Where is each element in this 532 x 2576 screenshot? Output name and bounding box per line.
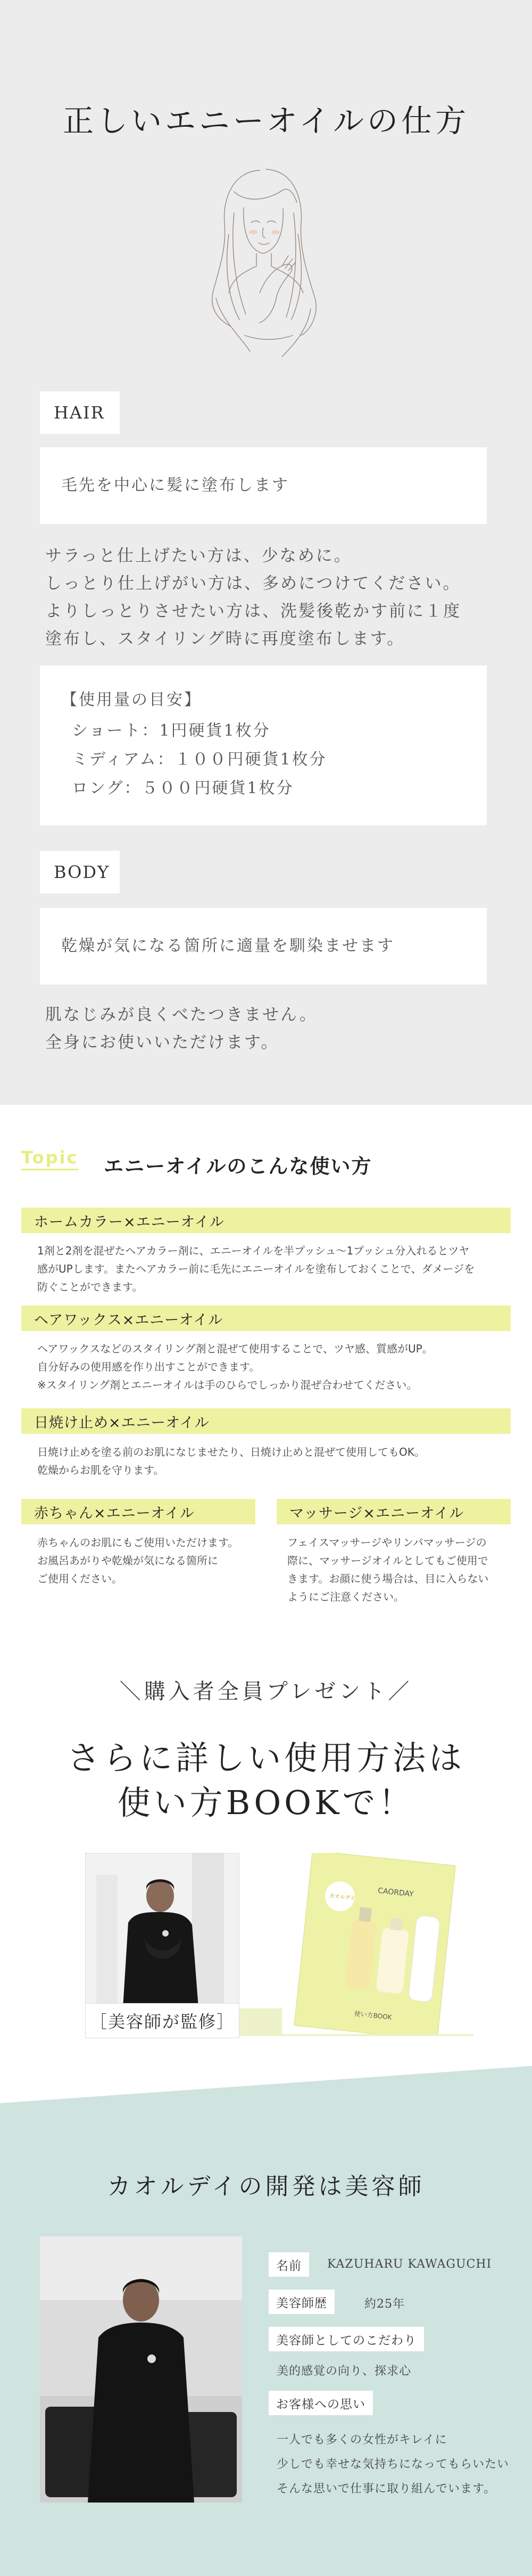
thought-tag: お客様への思い bbox=[269, 2391, 373, 2415]
present-title-line: 使い方BOOKで！ bbox=[117, 1783, 415, 1822]
hair-usage-text bbox=[45, 542, 503, 653]
supervised-caption: ［美容師が監修］ bbox=[85, 2003, 239, 2038]
desc-line: ※スタイリング剤とエニーオイルは手のひらでしっかり混ぜ合わせてください。 bbox=[37, 1379, 418, 1391]
usage-guide-item: ロング：５００円硬貨1枚分 bbox=[72, 779, 294, 798]
thought-text bbox=[277, 2428, 521, 2501]
policy-tag: 美容師としてのこだわり bbox=[269, 2327, 424, 2351]
body-label: BODY bbox=[40, 851, 120, 893]
body-line: 肌なじみが良くべたつきません。 bbox=[45, 1005, 318, 1024]
profile-title: カオルデイの開発は美容師 bbox=[107, 2173, 425, 2200]
hair-line: 塗布し、スタイリング時に再度塗布します。 bbox=[45, 629, 405, 649]
topic-item-desc bbox=[37, 1340, 511, 1394]
thought-line: そんな思いで仕事に取り組んでいます。 bbox=[277, 2482, 496, 2496]
hairdresser-photo bbox=[85, 1853, 239, 2007]
desc-line: 際に、マッサージオイルとしてもご使用で bbox=[287, 1554, 488, 1567]
present-title bbox=[0, 1736, 532, 1825]
woman-illustration bbox=[197, 160, 335, 373]
book-image bbox=[282, 1853, 479, 2034]
desc-line: 赤ちゃんのお肌にもご使用いただけます。 bbox=[37, 1536, 239, 1549]
topic-item-desc bbox=[37, 1533, 261, 1588]
desc-line: ヘアワックスなどのスタイリング剤と混ぜて使用することで、ツヤ感、質感がUP。 bbox=[37, 1342, 433, 1355]
usage-guide-item: ショート：1円硬貨1枚分 bbox=[72, 721, 271, 740]
topic-word: Topic bbox=[21, 1147, 78, 1170]
hair-line: しっとり仕上げがい方は、多めにつけてください。 bbox=[45, 574, 461, 593]
hair-line: よりしっとりさせたい方は、洗髪後乾かす前に１度 bbox=[45, 602, 461, 621]
usage-guide-box bbox=[40, 666, 487, 825]
topic-item-label: マッサージ×エニーオイル bbox=[277, 1499, 511, 1524]
hair-line: サラっと仕上げたい方は、少なめに。 bbox=[45, 546, 352, 565]
desc-line: 防ぐことができます。 bbox=[37, 1281, 143, 1293]
name-value: KAZUHARU KAWAGUCHI bbox=[327, 2258, 492, 2271]
desc-line: ようにご注意ください。 bbox=[287, 1590, 404, 1603]
book-footer: 使い方BOOK bbox=[354, 2009, 393, 2021]
hair-instruction: 毛先を中心に髪に塗布します bbox=[40, 447, 487, 524]
desc-line: 1剤と2剤を混ぜたヘアカラー剤に、エニーオイルを半プッシュ〜1プッシュ分入れるとツヤ bbox=[37, 1244, 470, 1257]
diagonal-divider bbox=[0, 2066, 532, 2140]
book-sticker: カオルデイ bbox=[329, 1893, 356, 1902]
policy-value: 美的感覚の向り、探求心 bbox=[277, 2365, 412, 2378]
thought-line: 少しでも幸せな気持ちになってもらいたい bbox=[277, 2458, 510, 2471]
body-instruction: 乾燥が気になる箇所に適量を馴染ませます bbox=[40, 908, 487, 985]
topic-item-label: ヘアワックス×エニーオイル bbox=[21, 1306, 511, 1331]
desc-line: お風呂あがりや乾燥が気になる箇所に bbox=[37, 1554, 218, 1567]
name-tag: 名前 bbox=[269, 2252, 309, 2277]
career-tag: 美容師歴 bbox=[269, 2290, 335, 2314]
topic-item-desc bbox=[37, 1242, 511, 1296]
present-subtitle: ＼購入者全員プレゼント／ bbox=[119, 1679, 413, 1704]
hairdresser-figure bbox=[86, 1853, 239, 2007]
desc-line: 乾燥からお肌を守ります。 bbox=[37, 1464, 164, 1476]
desc-line: フェイスマッサージやリンパマッサージの bbox=[287, 1536, 487, 1549]
desc-line: きます。お顔に使う場合は、目に入らない bbox=[287, 1572, 489, 1585]
topic-item-label: 日焼け止め×エニーオイル bbox=[21, 1408, 511, 1434]
desc-line: 自分好みの使用感を作り出すことができます。 bbox=[37, 1360, 260, 1373]
body-line: 全身にお使いいただけます。 bbox=[45, 1033, 279, 1052]
desc-line: 日焼け止めを塗る前のお肌になじませたり、日焼け止めと混ぜて使用してもOK。 bbox=[37, 1446, 425, 1458]
developer-figure bbox=[40, 2236, 242, 2503]
book-brand: CAORDAY bbox=[377, 1886, 414, 1899]
topic-item-label: 赤ちゃん×エニーオイル bbox=[21, 1499, 255, 1524]
topic-item-label: ホームカラー×エニーオイル bbox=[21, 1208, 511, 1233]
thought-line: 一人でも多くの女性がキレイに bbox=[277, 2433, 447, 2447]
career-value: 約25年 bbox=[364, 2298, 405, 2311]
present-title-line: さらに詳しい使用方法は bbox=[66, 1738, 465, 1777]
desc-line: 感がUPします。またヘアカラー前に毛先にエニーオイルを塗布しておくことで、ダメージを bbox=[37, 1262, 475, 1275]
topic-item-desc bbox=[287, 1533, 511, 1606]
topic-title: エニーオイルのこんな使い方 bbox=[104, 1155, 372, 1178]
howto-title: 正しいエニーオイルの仕方 bbox=[63, 103, 469, 139]
topic-item-desc bbox=[37, 1443, 511, 1479]
book-illustration bbox=[282, 1853, 479, 2034]
hair-label: HAIR bbox=[40, 391, 120, 434]
desc-line: ご使用ください。 bbox=[37, 1572, 122, 1585]
developer-photo bbox=[40, 2236, 242, 2503]
body-usage-text bbox=[45, 1001, 503, 1056]
usage-guide-item: ミディアム：１００円硬貨1枚分 bbox=[72, 750, 327, 769]
usage-guide-title: 【使用量の目安】 bbox=[61, 691, 202, 709]
